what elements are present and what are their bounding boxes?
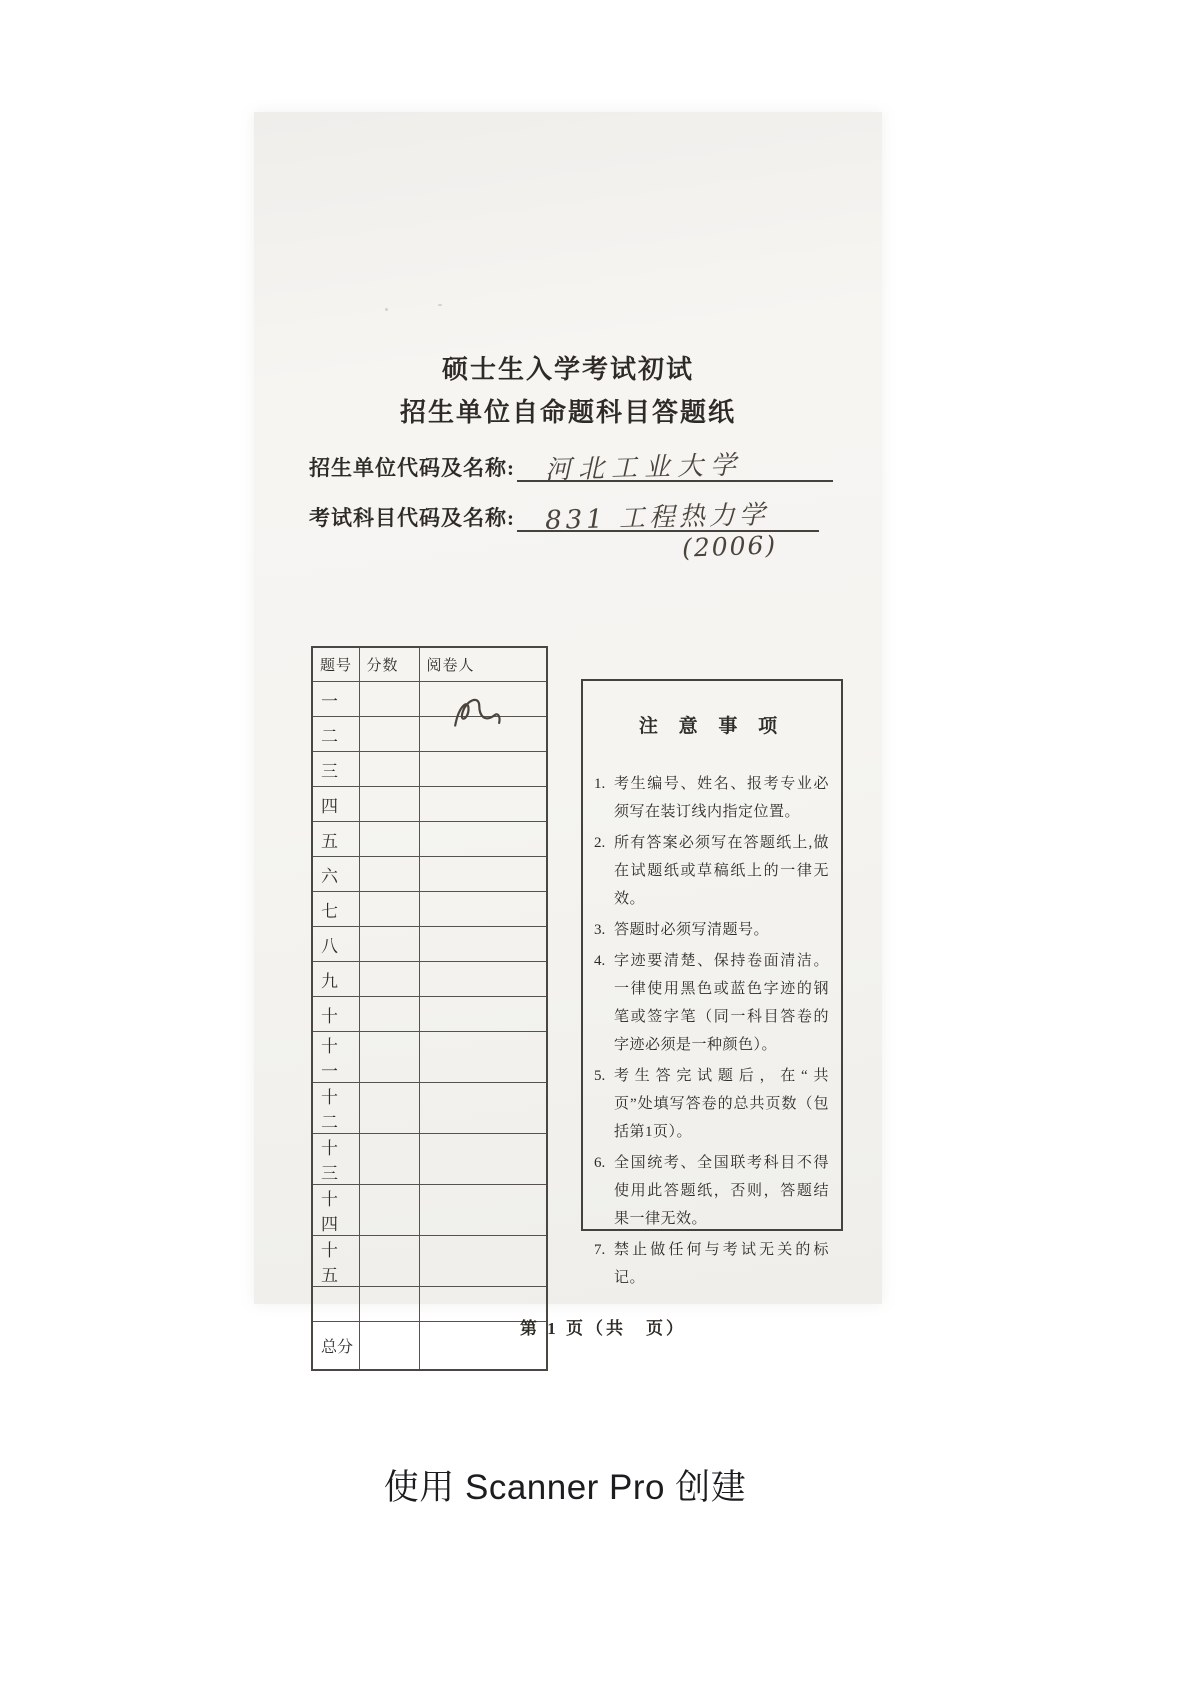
grader-cell bbox=[419, 1083, 547, 1134]
score-table-row bbox=[312, 822, 547, 857]
grader-cell bbox=[419, 752, 547, 787]
notice-item bbox=[594, 829, 829, 913]
notice-box bbox=[581, 679, 845, 1286]
grader-cell bbox=[419, 997, 547, 1032]
score-table-row bbox=[312, 1083, 547, 1134]
score-cell bbox=[359, 962, 419, 997]
notice-item-number: 5. bbox=[594, 1068, 606, 1084]
exam-subject-handwritten-value: 831 工程热力学 bbox=[544, 500, 770, 536]
question-number-cell: 六 bbox=[312, 857, 359, 892]
score-table-row bbox=[312, 752, 547, 787]
score-table-row bbox=[312, 1185, 547, 1236]
notice-item-number: 3. bbox=[594, 922, 606, 938]
page-number-footer: 第 1 页（共 页） bbox=[520, 1319, 686, 1338]
grader-cell bbox=[419, 857, 547, 892]
notice-item bbox=[594, 1062, 845, 1146]
notice-item-number: 6. bbox=[594, 1155, 606, 1171]
notice-item bbox=[594, 916, 829, 944]
score-table-row bbox=[312, 892, 547, 927]
notice-item bbox=[594, 770, 829, 826]
question-number-cell: 总分 bbox=[312, 1322, 359, 1371]
notice-item bbox=[594, 1149, 829, 1233]
score-table-row bbox=[312, 1032, 547, 1083]
question-number-cell: 九 bbox=[312, 962, 359, 997]
grader-cell bbox=[419, 787, 547, 822]
score-cell bbox=[359, 1236, 419, 1287]
document-title-line1: 硕士生入学考试初试 bbox=[441, 355, 694, 384]
score-table-header-1: 分数 bbox=[359, 647, 419, 682]
admission-unit-label: 招生单位代码及名称: bbox=[309, 456, 515, 480]
grader-cell bbox=[419, 962, 547, 997]
notice-item-text: 禁止做任何与考试无关的标记。 bbox=[614, 1242, 829, 1286]
grader-cell bbox=[419, 1236, 547, 1287]
notice-item-text: 答题时必须写清题号。 bbox=[614, 922, 770, 938]
notice-item-text: 全国统考、全国联考科目不得使用此答题纸，否则，答题结果一律无效。 bbox=[614, 1155, 829, 1227]
score-cell bbox=[359, 1083, 419, 1134]
notice-item bbox=[594, 947, 829, 1059]
score-cell bbox=[359, 787, 419, 822]
question-number-cell: 十五 bbox=[312, 1236, 359, 1287]
question-number-cell: 一 bbox=[312, 682, 359, 717]
score-cell bbox=[359, 892, 419, 927]
document-title-line2: 招生单位自命题科目答题纸 bbox=[399, 398, 736, 427]
score-table-row bbox=[312, 997, 547, 1032]
grader-cell bbox=[419, 1134, 547, 1185]
score-table-header-0: 题号 bbox=[312, 647, 359, 682]
notice-item-text: 考生编号、姓名、报考专业必须写在装订线内指定位置。 bbox=[614, 776, 829, 820]
grader-cell bbox=[419, 892, 547, 927]
score-cell bbox=[359, 1134, 419, 1185]
score-cell bbox=[359, 857, 419, 892]
score-table-row bbox=[312, 962, 547, 997]
notice-item bbox=[594, 1236, 829, 1292]
exam-subject-blank-line bbox=[517, 500, 819, 536]
notice-item-text: 字迹要清楚、保持卷面清洁。一律使用黑色或蓝色字迹的钢笔或签字笔（同一科目答卷的字迹必须是一种颜色）。 bbox=[614, 953, 829, 1053]
grader-cell bbox=[419, 1032, 547, 1083]
document-header bbox=[254, 348, 882, 434]
scan-speck bbox=[385, 308, 388, 311]
exam-subject-label: 考试科目代码及名称: bbox=[309, 506, 515, 530]
question-number-cell: 十四 bbox=[312, 1185, 359, 1236]
score-cell bbox=[359, 717, 419, 752]
score-table-row bbox=[312, 857, 547, 892]
notice-title: 注 意 事 项 bbox=[638, 716, 786, 737]
admission-unit-handwritten-value: 河北工业大学 bbox=[544, 450, 744, 486]
grader-cell bbox=[419, 927, 547, 962]
question-number-cell: 十一 bbox=[312, 1032, 359, 1083]
question-number-cell: 十 bbox=[312, 997, 359, 1032]
question-number-cell: 五 bbox=[312, 822, 359, 857]
score-table-row bbox=[312, 682, 547, 717]
question-number-cell: 十二 bbox=[312, 1083, 359, 1134]
score-table-header-2: 阅卷人 bbox=[419, 647, 547, 682]
question-number-cell: 三 bbox=[312, 752, 359, 787]
grader-cell bbox=[419, 1185, 547, 1236]
notice-item-number: 2. bbox=[594, 835, 606, 851]
exam-subject-field bbox=[309, 500, 819, 536]
notice-item-number: 1. bbox=[594, 776, 606, 792]
score-cell bbox=[359, 682, 419, 717]
question-number-cell: 七 bbox=[312, 892, 359, 927]
score-table-row bbox=[312, 927, 547, 962]
notice-item-number: 4. bbox=[594, 953, 606, 969]
admission-unit-field bbox=[309, 450, 833, 486]
question-number-cell: 二 bbox=[312, 717, 359, 752]
question-number-cell: 八 bbox=[312, 927, 359, 962]
grader-signature-scribble bbox=[446, 690, 512, 736]
scanner-app-caption: 使用 Scanner Pro 创建 bbox=[383, 1468, 747, 1507]
score-cell bbox=[359, 1185, 419, 1236]
score-cell bbox=[359, 1032, 419, 1083]
grader-cell bbox=[419, 822, 547, 857]
score-cell bbox=[359, 927, 419, 962]
score-table-row bbox=[312, 787, 547, 822]
score-table-header-row bbox=[312, 647, 547, 682]
exam-year-handwritten-note: (2006) bbox=[681, 530, 778, 563]
score-cell bbox=[359, 752, 419, 787]
question-number-cell: 四 bbox=[312, 787, 359, 822]
notice-item-text: 考生答完试题后，在“共 页”处填写答卷的总共页数（包括第1页）。 bbox=[614, 1068, 845, 1140]
score-table-row bbox=[312, 1236, 547, 1287]
score-cell bbox=[359, 997, 419, 1032]
admission-unit-blank-line bbox=[517, 450, 833, 486]
score-table-row bbox=[312, 717, 547, 752]
score-table-row bbox=[312, 1134, 547, 1185]
score-table bbox=[311, 646, 548, 1371]
notice-item-number: 7. bbox=[594, 1242, 606, 1258]
notice-list bbox=[583, 770, 845, 1292]
score-cell bbox=[359, 822, 419, 857]
question-number-cell: 十三 bbox=[312, 1134, 359, 1185]
grader-cell bbox=[419, 682, 547, 717]
notice-item-text: 所有答案必须写在答题纸上,做在试题纸或草稿纸上的一律无效。 bbox=[614, 835, 829, 907]
scan-speck bbox=[438, 304, 442, 306]
scanned-answer-sheet bbox=[254, 112, 882, 1356]
